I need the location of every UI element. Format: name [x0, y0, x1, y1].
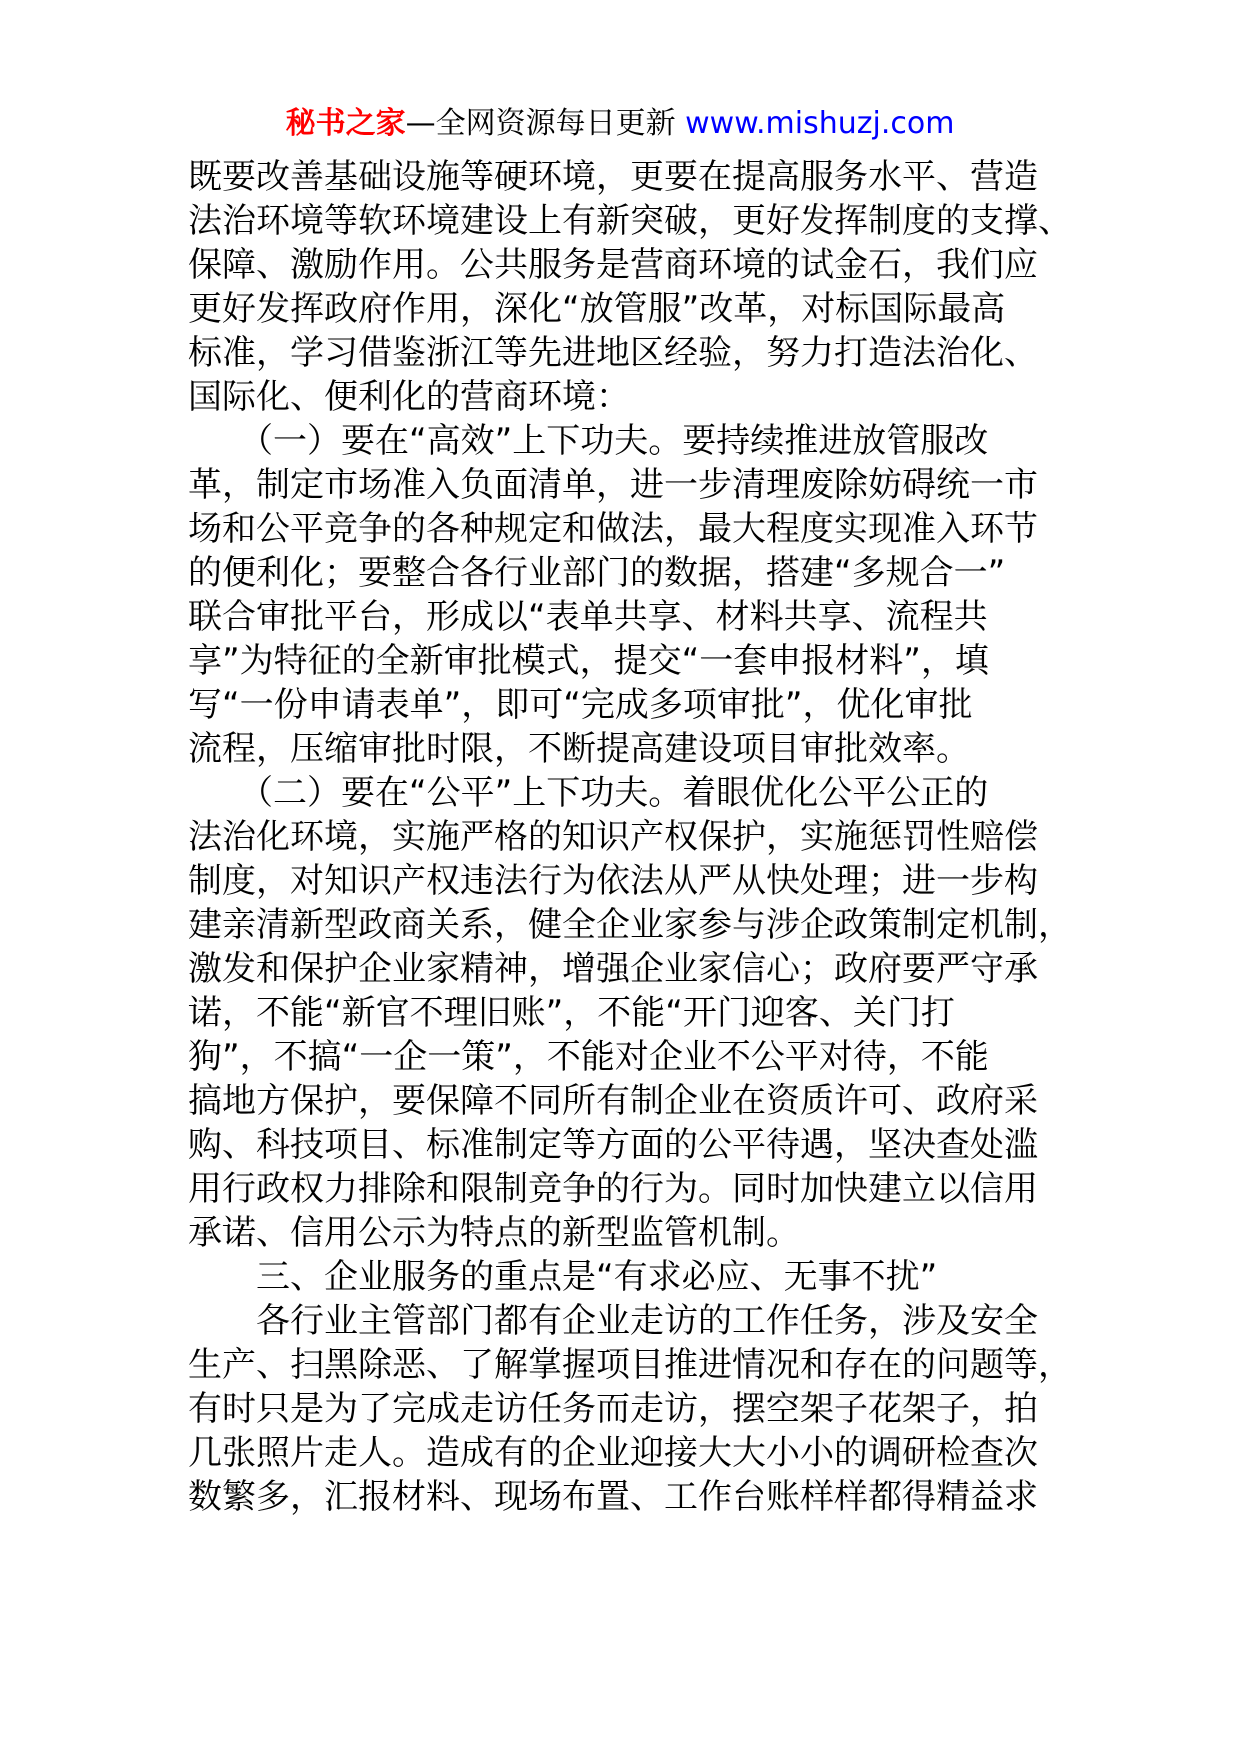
text-line: 制度，对知识产权违法行为依法从严从快处理；进一步构 — [188, 861, 1038, 901]
text-line: 享”为特征的全新审批模式，提交“一套申报材料”，填 — [188, 641, 989, 681]
header-brand: 秘书之家 — [285, 106, 406, 141]
header-url-link[interactable]: www.mishuzj.com — [685, 106, 955, 141]
text-line: 场和公平竞争的各种规定和做法，最大程度实现准入环节 — [188, 509, 1038, 549]
text-line: 写“一份申请表单”，即可“完成多项审批”，优化审批 — [188, 685, 973, 725]
text-line: 法治化环境，实施严格的知识产权保护，实施惩罚性赔偿 — [188, 817, 1038, 857]
page-header — [0, 104, 1240, 144]
text-line: （二）要在“公平”上下功夫。着眼优化公平公正的 — [188, 773, 989, 813]
text-line: 有时只是为了完成走访任务而走访，摆空架子花架子，拍 — [188, 1389, 1038, 1429]
text-line: 三、企业服务的重点是“有求必应、无事不扰” — [188, 1257, 938, 1297]
text-line: 建亲清新型政商关系，健全企业家参与涉企政策制定机制， — [188, 905, 1072, 945]
text-line: 数繁多，汇报材料、现场布置、工作台账样样都得精益求 — [188, 1477, 1038, 1517]
header-slogan: —全网资源每日更新 — [405, 106, 676, 141]
text-line: 国际化、便利化的营商环境： — [188, 377, 630, 417]
text-line: 诺，不能“新官不理旧账”，不能“开门迎客、关门打 — [188, 993, 955, 1033]
text-line: 更好发挥政府作用，深化“放管服”改革，对标国际最高 — [188, 289, 1006, 329]
text-line: 的便利化；要整合各行业部门的数据，搭建“多规合一” — [188, 553, 1006, 593]
text-line: 流程，压缩审批时限，不断提高建设项目审批效率。 — [188, 729, 970, 769]
text-line: 保障、激励作用。公共服务是营商环境的试金石，我们应 — [188, 245, 1038, 285]
document-body — [188, 155, 1072, 1519]
text-line: 几张照片走人。造成有的企业迎接大大小小的调研检查次 — [188, 1433, 1038, 1473]
text-line: 搞地方保护，要保障不同所有制企业在资质许可、政府采 — [188, 1081, 1038, 1121]
text-line: 承诺、信用公示为特点的新型监管机制。 — [188, 1213, 800, 1253]
text-line: 各行业主管部门都有企业走访的工作任务，涉及安全 — [188, 1301, 1038, 1341]
text-line: 狗”，不搞“一企一策”，不能对企业不公平对待，不能 — [188, 1037, 989, 1077]
text-line: 既要改善基础设施等硬环境，更要在提高服务水平、营造 — [188, 157, 1038, 197]
text-line: 联合审批平台，形成以“表单共享、材料共享、流程共 — [188, 597, 988, 637]
text-line: 标准，学习借鉴浙江等先进地区经验，努力打造法治化、 — [188, 333, 1038, 373]
text-line: 购、科技项目、标准制定等方面的公平待遇，坚决查处滥 — [188, 1125, 1038, 1165]
text-line: （一）要在“高效”上下功夫。要持续推进放管服改 — [188, 421, 989, 461]
text-line: 用行政权力排除和限制竞争的行为。同时加快建立以信用 — [188, 1169, 1038, 1209]
text-line: 激发和保护企业家精神，增强企业家信心；政府要严守承 — [188, 949, 1038, 989]
text-line: 生产、扫黑除恶、了解掌握项目推进情况和存在的问题等， — [188, 1345, 1072, 1385]
text-line: 法治环境等软环境建设上有新突破，更好发挥制度的支撑、 — [188, 201, 1072, 241]
text-line: 革，制定市场准入负面清单，进一步清理废除妨碍统一市 — [188, 465, 1038, 505]
